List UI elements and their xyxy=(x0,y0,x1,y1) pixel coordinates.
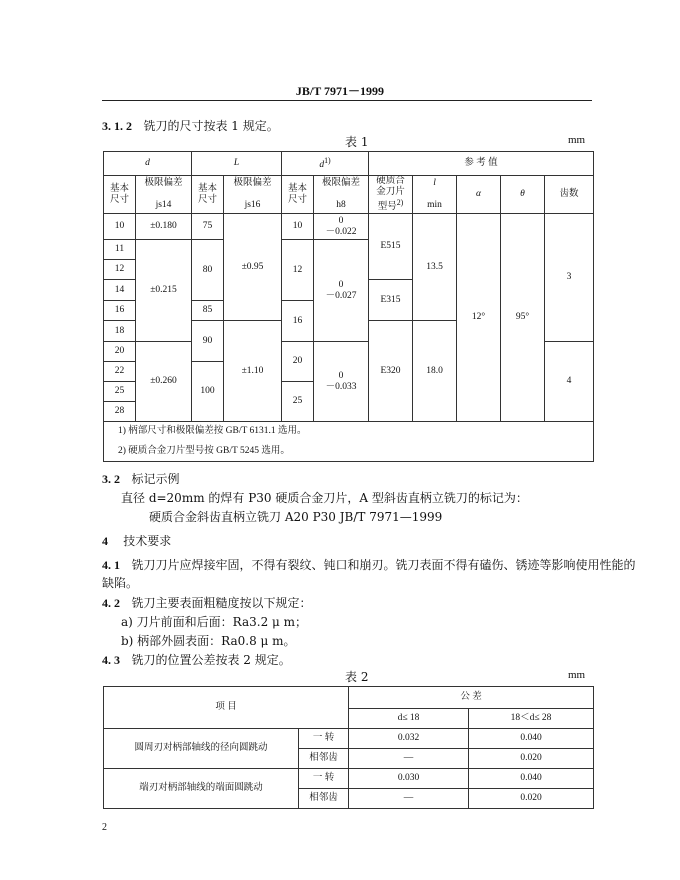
table2-unit: mm xyxy=(568,669,586,681)
cell-d: 16 xyxy=(104,301,136,321)
cell-alpha: 12° xyxy=(457,214,501,422)
cell-dev-d: ±0.260 xyxy=(136,342,192,422)
cell-dev-d1: 0 －0.022 xyxy=(314,214,369,240)
table1-caption: 表 1 xyxy=(345,135,369,149)
table2-header-tolerance: 公 差 xyxy=(349,687,594,709)
cell-d1: 16 xyxy=(282,301,314,342)
marking-example-designation: 硬质合金斜齿直柄立铣刀 A20 P30 JB/T 7971—1999 xyxy=(149,510,443,524)
table1-unit: mm xyxy=(568,134,586,146)
header-l: l min xyxy=(413,176,457,214)
cell-d: 22 xyxy=(104,362,136,382)
header-basic-d1: 基本 尺寸 xyxy=(282,176,314,214)
cell-dev-d1: 0 －0.027 xyxy=(314,240,369,342)
section-text: 铣刀的尺寸按表 1 规定。 xyxy=(143,119,279,133)
section-text: 铣刀主要表面粗糙度按以下规定： xyxy=(131,596,312,610)
table2-cell: 0.032 xyxy=(349,729,469,749)
section-title: 技术要求 xyxy=(123,534,172,548)
cell-teeth: 4 xyxy=(545,342,594,422)
section-number: 4. 2 xyxy=(102,596,120,610)
cell-d: 12 xyxy=(104,260,136,280)
section-4-1 xyxy=(102,556,635,573)
cell-teeth: 3 xyxy=(545,214,594,342)
table2-sub-one-turn: 一 转 xyxy=(299,729,349,749)
section-number: 3. 2 xyxy=(102,472,120,486)
table2-sub-adjacent: 相邻齿 xyxy=(299,789,349,809)
header-alpha: α xyxy=(457,176,501,214)
cell-d1: 20 xyxy=(282,342,314,382)
table2-cell: 0.040 xyxy=(469,769,594,789)
cell-dev-d1: 0 －0.033 xyxy=(314,342,369,422)
section-number: 4 xyxy=(102,534,108,548)
cell-dev-L: ±0.95 xyxy=(224,214,282,321)
section-number: 4. 3 xyxy=(102,653,120,667)
table2-caption: 表 2 xyxy=(345,670,369,684)
header-basic-L: 基本 尺寸 xyxy=(192,176,224,214)
table-2 xyxy=(103,686,594,809)
header-dev-d: 极限偏差 js14 xyxy=(136,176,192,214)
table2-header-col1: d≤ 18 xyxy=(349,709,469,729)
table2-cell: 0.030 xyxy=(349,769,469,789)
cell-d: 28 xyxy=(104,402,136,422)
table2-row-axial: 端刃对柄部轴线的端面圆跳动 xyxy=(104,769,299,809)
cell-L: 75 xyxy=(192,214,224,240)
section-4-3 xyxy=(102,651,291,668)
table2-row-radial: 圆周刃对柄部轴线的径向圆跳动 xyxy=(104,729,299,769)
table1-note-2: 2) 硬质合金刀片型号按 GB/T 5245 选用。 xyxy=(104,442,594,462)
header-dev-d1: 极限偏差 h8 xyxy=(314,176,369,214)
page-number: 2 xyxy=(102,822,107,833)
section-3-1-2 xyxy=(102,117,279,134)
header-insert: 硬质合 金刀片 型号$^{2)}$ xyxy=(369,176,413,214)
table-1 xyxy=(103,151,594,462)
cell-L: 90 xyxy=(192,321,224,362)
header-L: L xyxy=(192,152,282,176)
header-d1: $d^{1)}$ xyxy=(282,152,369,176)
table2-cell: — xyxy=(349,789,469,809)
running-header: JB/T 7971－1999 xyxy=(295,84,385,98)
cell-d: 20 xyxy=(104,342,136,362)
header-reference: 参 考 值 xyxy=(369,152,594,176)
cell-L: 80 xyxy=(192,240,224,301)
header-d: d xyxy=(104,152,192,176)
cell-L: 85 xyxy=(192,301,224,321)
header-basic-d: 基本 尺寸 xyxy=(104,176,136,214)
table2-cell: 0.020 xyxy=(469,789,594,809)
marking-example-text: 直径 d=20mm 的焊有 P30 硬质合金刀片，A 型斜齿直柄立铣刀的标记为： xyxy=(121,491,528,505)
cell-d: 11 xyxy=(104,240,136,260)
section-text: 铣刀的位置公差按表 2 规定。 xyxy=(131,653,291,667)
table2-sub-adjacent: 相邻齿 xyxy=(299,749,349,769)
cell-insert: E315 xyxy=(369,280,413,321)
section-number: 4. 1 xyxy=(102,558,120,572)
table2-header-item: 项 目 xyxy=(104,687,349,729)
cell-L: 100 xyxy=(192,362,224,422)
header-rule xyxy=(102,100,592,101)
roughness-item-a: a) 刀片前面和后面：Ra3.2 μ m； xyxy=(121,615,308,629)
cell-l: 13.5 xyxy=(413,214,457,321)
header-dev-L: 极限偏差 js16 xyxy=(224,176,282,214)
table2-cell: 0.020 xyxy=(469,749,594,769)
cell-d: 25 xyxy=(104,382,136,402)
table1-note-1: 1) 柄部尺寸和极限偏差按 GB/T 6131.1 选用。 xyxy=(104,422,594,442)
section-4-2 xyxy=(102,594,311,611)
cell-insert: E515 xyxy=(369,214,413,280)
header-teeth: 齿数 xyxy=(545,176,594,214)
cell-dev-d: ±0.180 xyxy=(136,214,192,240)
cell-d: 14 xyxy=(104,280,136,301)
section-4 xyxy=(102,532,171,549)
header-theta: θ xyxy=(501,176,545,214)
roughness-item-b: b) 柄部外圆表面：Ra0.8 μ m。 xyxy=(121,634,296,648)
cell-l: 18.0 xyxy=(413,321,457,422)
cell-insert: E320 xyxy=(369,321,413,422)
table2-cell: — xyxy=(349,749,469,769)
section-number: 3. 1. 2 xyxy=(102,119,132,133)
section-3-2 xyxy=(102,470,179,487)
cell-d: 18 xyxy=(104,321,136,342)
cell-d1: 10 xyxy=(282,214,314,240)
table2-sub-one-turn: 一 转 xyxy=(299,769,349,789)
cell-d: 10 xyxy=(104,214,136,240)
section-title: 标记示例 xyxy=(131,472,180,486)
table2-cell: 0.040 xyxy=(469,729,594,749)
cell-dev-L: ±1.10 xyxy=(224,321,282,422)
cell-d1: 25 xyxy=(282,382,314,422)
section-4-1-cont: 缺陷。 xyxy=(102,576,139,590)
cell-dev-d: ±0.215 xyxy=(136,240,192,342)
cell-d1: 12 xyxy=(282,240,314,301)
cell-theta: 95° xyxy=(501,214,545,422)
table2-header-col2: 18＜d≤ 28 xyxy=(469,709,594,729)
section-text: 铣刀刀片应焊接牢固，不得有裂纹、钝口和崩刃。铣刀表面不得有磕伤、锈迹等影响使用性能的 xyxy=(131,558,636,572)
